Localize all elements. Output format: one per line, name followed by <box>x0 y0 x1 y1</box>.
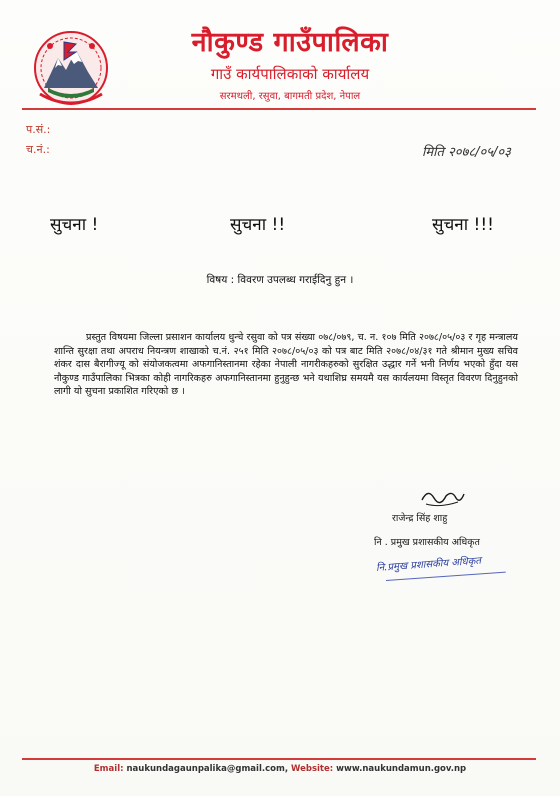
notice-heading-3: सुचना !!! <box>432 215 494 235</box>
municipality-name: नौकुण्ड गाउँपालिका <box>191 27 389 58</box>
handwritten-signature-icon <box>418 486 468 510</box>
letter-number-label: प.सं.: <box>26 123 51 136</box>
signer-title: नि . प्रमुख प्रशासकीय अधिकृत <box>374 537 480 548</box>
email-label: Email: <box>93 764 124 774</box>
notice-heading-1: सुचना ! <box>50 215 99 235</box>
email-link[interactable]: naukundagaunpalika@gmail.com, <box>126 764 289 774</box>
notice-heading-2: सुचना !! <box>230 215 286 235</box>
stamp-underline <box>386 572 506 581</box>
footer-contact <box>0 764 560 774</box>
official-stamp: नि.प्रमुख प्रशासकीय अधिकृत <box>375 555 482 574</box>
office-address: सरमथली, रसुवा, बागमती प्रदेश, नेपाल <box>219 91 361 102</box>
website-label: Website: <box>291 764 334 774</box>
office-name: गाउँ कार्यपालिकाको कार्यालय <box>210 65 370 83</box>
nepal-emblem-icon <box>30 28 112 108</box>
website-link[interactable]: www.naukundamun.gov.np <box>336 764 467 774</box>
letter-date: मिति २०७८/०५/०३ <box>422 145 511 160</box>
footer-divider <box>22 758 536 760</box>
header-divider <box>22 108 536 110</box>
dispatch-number-label: च.नं.: <box>26 143 50 156</box>
letter-body: प्रस्तुत विषयमा जिल्ला प्रसाशन कार्यालय धुन्चे रसुवा को पत्र संख्या ०७८/०७९, च. न. १०७ मिति २०७८/०५/०३ र गृह मन्त्रालय शान्ति सुरक्षा तथा अपराध नियन्त्रण शाखाको च.नं. २५१ मिति २०७८/०५/०३ को पत्र बाट मिति २०७८/०४/३१ गते श्रीमान मुख्य सचिव शंकर दास बैरागीज्यू को संयोजकत्वमा अफगानिस्तानमा रहेका नेपाली नागरीकहरुको सुरक्षित उद्धार गर्ने भनी निर्णय भएको हुँदा यस नौकुण्ड गाउँपालिका भित्रका कोही नागरिकहरु अफगानिस्तानमा हुनुहुन्छ भने यथाशिघ्र समयमै यस कार्यलयमा विस्तृत विवरण दिनुहुनको लागी यो सुचना प्रकाशित गरिएको छ । <box>54 332 518 398</box>
letter-subject: विषय : विवरण उपलब्ध गराईदिनु हुन । <box>206 274 354 286</box>
signer-name: राजेन्द्र सिंह शाहु <box>392 513 448 524</box>
